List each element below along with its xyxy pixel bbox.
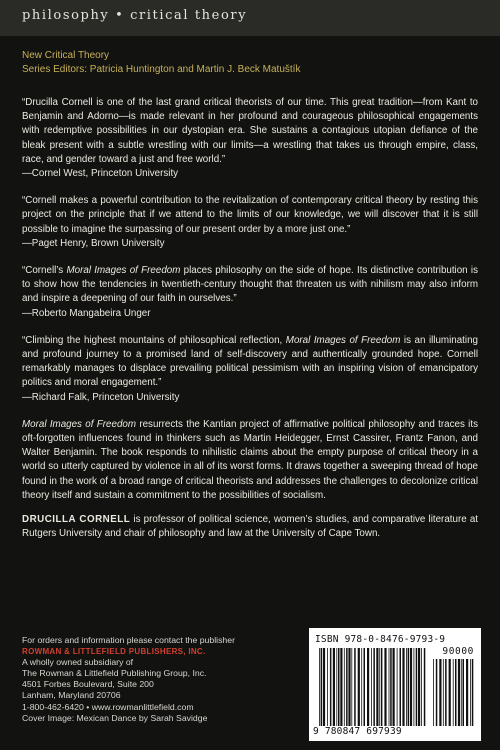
series-name: New Critical Theory bbox=[22, 50, 110, 61]
blurb-list bbox=[22, 96, 478, 405]
barcode-bars bbox=[309, 628, 481, 741]
blurb-quote bbox=[22, 334, 478, 391]
publisher-address bbox=[22, 657, 235, 724]
blurb-quote bbox=[22, 96, 478, 167]
series-info bbox=[22, 49, 300, 77]
blurb-text: “Cornell’s bbox=[22, 265, 67, 277]
blurb bbox=[22, 96, 478, 181]
header-bar bbox=[0, 0, 500, 36]
barcode bbox=[309, 628, 481, 741]
category-label: philosophy • critical theory bbox=[22, 8, 248, 23]
publisher-line: Lanham, Maryland 20706 bbox=[22, 690, 121, 701]
blurb-text: is an illuminating and profound journey to a promised land of self-discovery and authentically grounded hope. Cornell remarkably manages to displace prevailing political pessimism with an inspiring vision of emancipatory politics and moral engagement.” bbox=[22, 334, 478, 389]
blurb-text: “Climbing the highest mountains of philosophical reflection, bbox=[22, 334, 286, 346]
blurb-attribution: —Paget Henry, Brown University bbox=[22, 237, 165, 249]
blurb-attribution: —Richard Falk, Princeton University bbox=[22, 391, 180, 403]
blurb-attribution: —Cornel West, Princeton University bbox=[22, 168, 179, 180]
description-text: resurrects the Kantian project of affirmative political philosophy and traces its oft-forgotten influences found in thinkers such as Martin Heidegger, Ernst Cassirer, Frantz Fanon, and Walter Benjamin. The book responds to nihilistic claims about the empty purpose of critical theory in a world so utterly captured by violence in all of its worst forms. It draws together a sweeping thread of hope found in the work of a broad range of critical theorists and addresses the challenges to decolonize critical theory itself and sustain a commitment to the possibilities of socialism. bbox=[22, 418, 478, 501]
blurb-quote bbox=[22, 194, 478, 237]
author-bio-text: is professor of political science, women’s studies, and comparative literature at Rutgers University and chair of philosophy and law at the University of Cape Town. bbox=[22, 514, 478, 540]
blurb-text: places philosophy on the side of hope. Its distinctive contribution is to show how the tendencies in twentieth-century thought that threaten us with nihilism may also inform and inspire a deepening of our faith in ourselves.” bbox=[22, 265, 478, 305]
price-addon-digits: 90000 bbox=[442, 646, 474, 657]
publisher-line: The Rowman & Littlefield Publishing Group, Inc. bbox=[22, 668, 207, 679]
publisher-line: 1-800-462-6420 • www.rowmanlittlefield.com bbox=[22, 701, 194, 712]
ean-digits: 9 780847 697939 bbox=[313, 726, 402, 737]
publisher-name: ROWMAN & LITTLEFIELD PUBLISHERS, INC. bbox=[22, 647, 206, 657]
author-bio bbox=[22, 513, 478, 541]
publisher-info bbox=[22, 635, 235, 724]
description-book-title: Moral Images of Freedom bbox=[22, 418, 136, 430]
series-editors: Series Editors: Patricia Huntington and Martin J. Beck Matuštík bbox=[22, 64, 301, 75]
blurbs-section bbox=[22, 96, 478, 541]
blurb-book-title: Moral Images of Freedom bbox=[285, 334, 401, 346]
publisher-intro: For orders and information please contact the publisher bbox=[22, 635, 235, 645]
blurb-quote bbox=[22, 264, 478, 307]
publisher-line: Cover Image: Mexican Dance by Sarah Savidge bbox=[22, 712, 208, 723]
blurb bbox=[22, 194, 478, 251]
blurb-text: “Cornell makes a powerful contribution to the revitalization of contemporary critical theory by resting this project on the principle that if we attend to the limits of our knowledge, we will discover that it is still possible to imagine the surpassing of our present order by a more just one.” bbox=[22, 195, 478, 235]
publisher-line: 4501 Forbes Boulevard, Suite 200 bbox=[22, 679, 154, 690]
blurb bbox=[22, 264, 478, 321]
publisher-line: A wholly owned subsidiary of bbox=[22, 657, 134, 668]
author-name: DRUCILLA CORNELL bbox=[22, 514, 131, 526]
blurb-book-title: Moral Images of Freedom bbox=[66, 265, 181, 277]
isbn-label: ISBN 978-0-8476-9793-9 bbox=[315, 634, 446, 645]
blurb-text: “Drucilla Cornell is one of the last grand critical theorists of our time. This great tradition—from Kant to Benjamin and Adorno—is made relevant in her profound and courageous philosophical engagements with redemptive possibilities in our dystopian era. She sustains a contagious utopian defiance of the bleak present with a subtle wrestling with our limits—a wrestling that takes us through empire, class, race, and gender toward a just and free world.” bbox=[22, 97, 478, 165]
book-description bbox=[22, 418, 478, 503]
blurb-attribution: —Roberto Mangabeira Unger bbox=[22, 307, 151, 319]
blurb bbox=[22, 334, 478, 405]
